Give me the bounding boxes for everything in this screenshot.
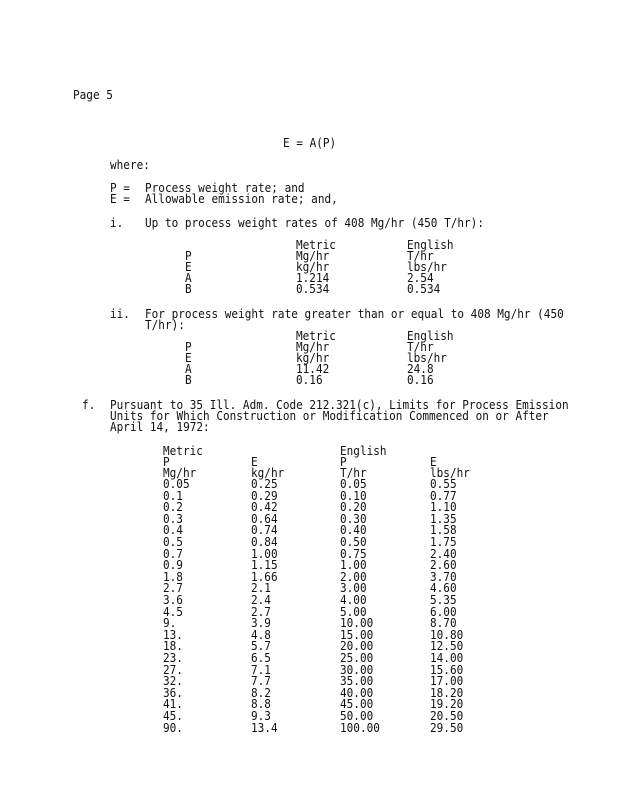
table-cell: 4.5 [163, 604, 183, 619]
table-cell: 2.40 [430, 546, 457, 561]
table-row-metric: 11.42 [296, 362, 330, 376]
section-ii-text-line2: T/hr): [145, 318, 185, 332]
table-cell: 10.00 [340, 616, 374, 631]
table-row-symbol: A [185, 362, 192, 376]
table-cell: 2.7 [163, 581, 183, 596]
table-row-english: lbs/hr [407, 351, 447, 365]
table-cell: 5.7 [251, 639, 271, 654]
table-row-metric: kg/hr [296, 351, 330, 365]
table-cell: 100.00 [340, 720, 380, 735]
table-cell: 0.50 [340, 535, 367, 549]
table-cell: 3.70 [430, 569, 457, 584]
table-cell: 0.2 [163, 500, 183, 515]
table-cell: 6.5 [251, 651, 271, 665]
table-cell: 1.10 [430, 500, 457, 515]
table-row-metric: kg/hr [296, 260, 330, 274]
formula: E = A(P) [283, 136, 337, 150]
table-cell: 13.4 [251, 720, 278, 735]
table-cell: 20.50 [430, 709, 464, 723]
table-cell: 0.40 [340, 523, 367, 538]
sub-header: P [340, 455, 347, 469]
table-cell: 32. [163, 674, 183, 689]
table-row-english: lbs/hr [407, 260, 447, 274]
table-cell: 0.9 [163, 558, 183, 573]
definition-symbol: P = [110, 181, 130, 195]
table-cell: 8.2 [251, 685, 271, 700]
table-cell: 4.8 [251, 627, 271, 642]
table-cell: 0.77 [430, 488, 457, 503]
table-row-symbol: A [185, 271, 192, 285]
section-i-label: i. [110, 216, 124, 230]
table-cell: 1.75 [430, 535, 457, 549]
table-cell: 3.6 [163, 593, 183, 607]
table-cell: 5.35 [430, 593, 457, 607]
table-cell: 7.7 [251, 674, 271, 689]
table-cell: 0.4 [163, 523, 183, 538]
table-cell: 18. [163, 639, 183, 654]
section-ii-text-line1: For process weight rate greater than or equal to 408 Mg/hr (450 [145, 307, 564, 321]
table-row-metric: 0.534 [296, 282, 330, 296]
table-cell: 9. [163, 616, 177, 631]
table-cell: 0.7 [163, 546, 183, 561]
definition-text: Process weight rate; and [145, 181, 305, 195]
table-cell: 0.84 [251, 535, 278, 549]
table-row-english: 0.16 [407, 373, 434, 387]
table-cell: 2.00 [340, 569, 367, 584]
table-cell: 0.29 [251, 488, 278, 503]
table-header-metric: Metric [296, 238, 336, 252]
table-cell: 50.00 [340, 709, 374, 723]
table-cell: 23. [163, 651, 183, 665]
table-cell: 17.00 [430, 674, 464, 689]
unit-header: T/hr [340, 466, 367, 480]
table-cell: 5.00 [340, 604, 367, 619]
table-cell: 18.20 [430, 685, 464, 700]
table-cell: 0.42 [251, 500, 278, 515]
table-cell: 4.60 [430, 581, 457, 596]
table-row-english: 0.534 [407, 282, 441, 296]
table-cell: 0.75 [340, 546, 367, 561]
table-cell: 0.64 [251, 511, 278, 526]
section-f-line2: Units for Which Construction or Modification Commenced on or After [110, 409, 549, 423]
table-cell: 0.20 [340, 500, 367, 515]
table-row-english: 2.54 [407, 271, 434, 285]
table-cell: 2.4 [251, 593, 271, 607]
table-row-symbol: P [185, 340, 192, 354]
table-cell: 0.30 [340, 511, 367, 526]
table-cell: 1.15 [251, 558, 278, 573]
table-cell: 3.9 [251, 616, 271, 631]
group-header-metric: Metric [163, 444, 203, 458]
section-f-line1: Pursuant to 35 Ill. Adm. Code 212.321(c), Limits for Process Emission [110, 398, 569, 412]
unit-header: kg/hr [251, 466, 285, 480]
table-cell: 2.1 [251, 581, 271, 596]
table-cell: 8.70 [430, 616, 457, 631]
table-row-english: T/hr [407, 249, 434, 263]
table-cell: 1.00 [340, 558, 367, 573]
table-cell: 2.60 [430, 558, 457, 573]
unit-header: Mg/hr [163, 466, 197, 480]
table-header-english: English [407, 238, 454, 252]
table-cell: 8.8 [251, 697, 271, 712]
table-cell: 27. [163, 662, 183, 677]
section-ii-label: ii. [110, 307, 130, 321]
table-cell: 14.00 [430, 651, 464, 665]
table-cell: 20.00 [340, 639, 374, 654]
unit-header: lbs/hr [430, 466, 470, 480]
sub-header: P [163, 455, 170, 469]
section-i-text: Up to process weight rates of 408 Mg/hr (450 T/hr): [145, 216, 484, 230]
table-cell: 0.55 [430, 477, 457, 491]
table-cell: 90. [163, 720, 183, 735]
table-cell: 0.5 [163, 535, 183, 549]
table-cell: 1.00 [251, 546, 278, 561]
table-cell: 29.50 [430, 720, 464, 735]
table-cell: 3.00 [340, 581, 367, 596]
table-cell: 15.00 [340, 627, 374, 642]
table-cell: 10.80 [430, 627, 464, 642]
table-cell: 0.10 [340, 488, 367, 503]
table-cell: 7.1 [251, 662, 271, 677]
table-cell: 45. [163, 709, 183, 723]
definition-text: Allowable emission rate; and, [145, 192, 338, 206]
sub-header: E [430, 455, 437, 469]
table-cell: 1.66 [251, 569, 278, 584]
where-label: where: [110, 158, 150, 172]
table-row-metric: Mg/hr [296, 249, 330, 263]
table-header-english: English [407, 329, 454, 343]
table-cell: 6.00 [430, 604, 457, 619]
table-row-metric: 0.16 [296, 373, 323, 387]
table-cell: 36. [163, 685, 183, 700]
table-cell: 4.00 [340, 593, 367, 607]
table-row-metric: 1.214 [296, 271, 330, 285]
table-row-english: T/hr [407, 340, 434, 354]
table-cell: 30.00 [340, 662, 374, 677]
table-cell: 2.7 [251, 604, 271, 619]
table-row-symbol: P [185, 249, 192, 263]
table-cell: 13. [163, 627, 183, 642]
table-row-symbol: B [185, 282, 192, 296]
table-cell: 9.3 [251, 709, 271, 723]
definition-symbol: E = [110, 192, 130, 206]
table-header-metric: Metric [296, 329, 336, 343]
table-cell: 0.05 [163, 477, 190, 491]
table-cell: 12.50 [430, 639, 464, 654]
table-row-english: 24.8 [407, 362, 434, 376]
table-cell: 19.20 [430, 697, 464, 712]
table-cell: 41. [163, 697, 183, 712]
table-cell: 1.58 [430, 523, 457, 538]
group-header-english: English [340, 444, 387, 458]
table-cell: 0.1 [163, 488, 183, 503]
table-cell: 15.60 [430, 662, 464, 677]
table-cell: 0.25 [251, 477, 278, 491]
section-f-label: f. [82, 398, 96, 412]
table-cell: 1.8 [163, 569, 183, 584]
table-cell: 0.74 [251, 523, 278, 538]
table-row-symbol: E [185, 260, 192, 274]
table-cell: 25.00 [340, 651, 374, 665]
table-cell: 1.35 [430, 511, 457, 526]
section-f-line3: April 14, 1972: [110, 420, 210, 434]
page-label: Page 5 [73, 88, 113, 102]
table-cell: 0.3 [163, 511, 183, 526]
table-cell: 45.00 [340, 697, 374, 712]
table-row-metric: Mg/hr [296, 340, 330, 354]
sub-header: E [251, 455, 258, 469]
table-row-symbol: B [185, 373, 192, 387]
table-cell: 40.00 [340, 685, 374, 700]
table-cell: 0.05 [340, 477, 367, 491]
table-cell: 35.00 [340, 674, 374, 689]
table-row-symbol: E [185, 351, 192, 365]
